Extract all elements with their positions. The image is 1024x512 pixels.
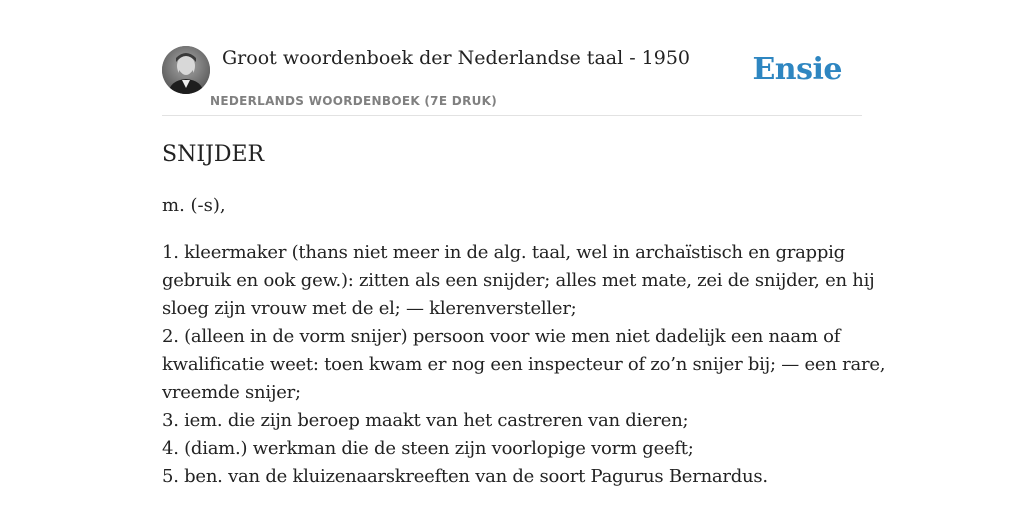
entry-grammar: m. (-s), bbox=[162, 195, 226, 216]
definition-line: 1. kleermaker (thans niet meer in de alg. taal, wel in archaïstisch en grappig bbox=[162, 242, 845, 263]
definition-line: 4. (diam.) werkman die de steen zijn voorlopige vorm geeft; bbox=[162, 438, 694, 459]
ensie-logo[interactable]: Ensie bbox=[752, 52, 842, 87]
book-title[interactable]: Groot woordenboek der Nederlandse taal - 1950 bbox=[222, 47, 691, 69]
header bbox=[162, 0, 862, 116]
entry-headword: SNIJDER bbox=[162, 142, 265, 167]
definition-line: gebruik en ook gew.): zitten als een snijder; alles met mate, zei de snijder, en hij bbox=[162, 270, 875, 291]
definition-line: 3. iem. die zijn beroep maakt van het castreren van dieren; bbox=[162, 410, 689, 431]
definition-line: vreemde snijer; bbox=[162, 382, 301, 403]
author-portrait-svg bbox=[162, 46, 210, 94]
page bbox=[162, 0, 886, 512]
definition-line: kwalificatie weet: toen kwam er nog een inspecteur of zo’n snijer bij; — een rare, bbox=[162, 354, 886, 375]
entry-definitions bbox=[162, 239, 886, 491]
definition-line: 2. (alleen in de vorm snijer) persoon voor wie men niet dadelijk een naam of bbox=[162, 326, 841, 347]
definition-line: sloeg zijn vrouw met de el; — klerenversteller; bbox=[162, 298, 577, 319]
book-subtitle[interactable]: NEDERLANDS WOORDENBOEK (7E DRUK) bbox=[210, 94, 498, 108]
author-portrait-icon[interactable] bbox=[162, 46, 210, 94]
definition-line: 5. ben. van de kluizenaarskreeften van de soort Pagurus Bernardus. bbox=[162, 466, 768, 487]
